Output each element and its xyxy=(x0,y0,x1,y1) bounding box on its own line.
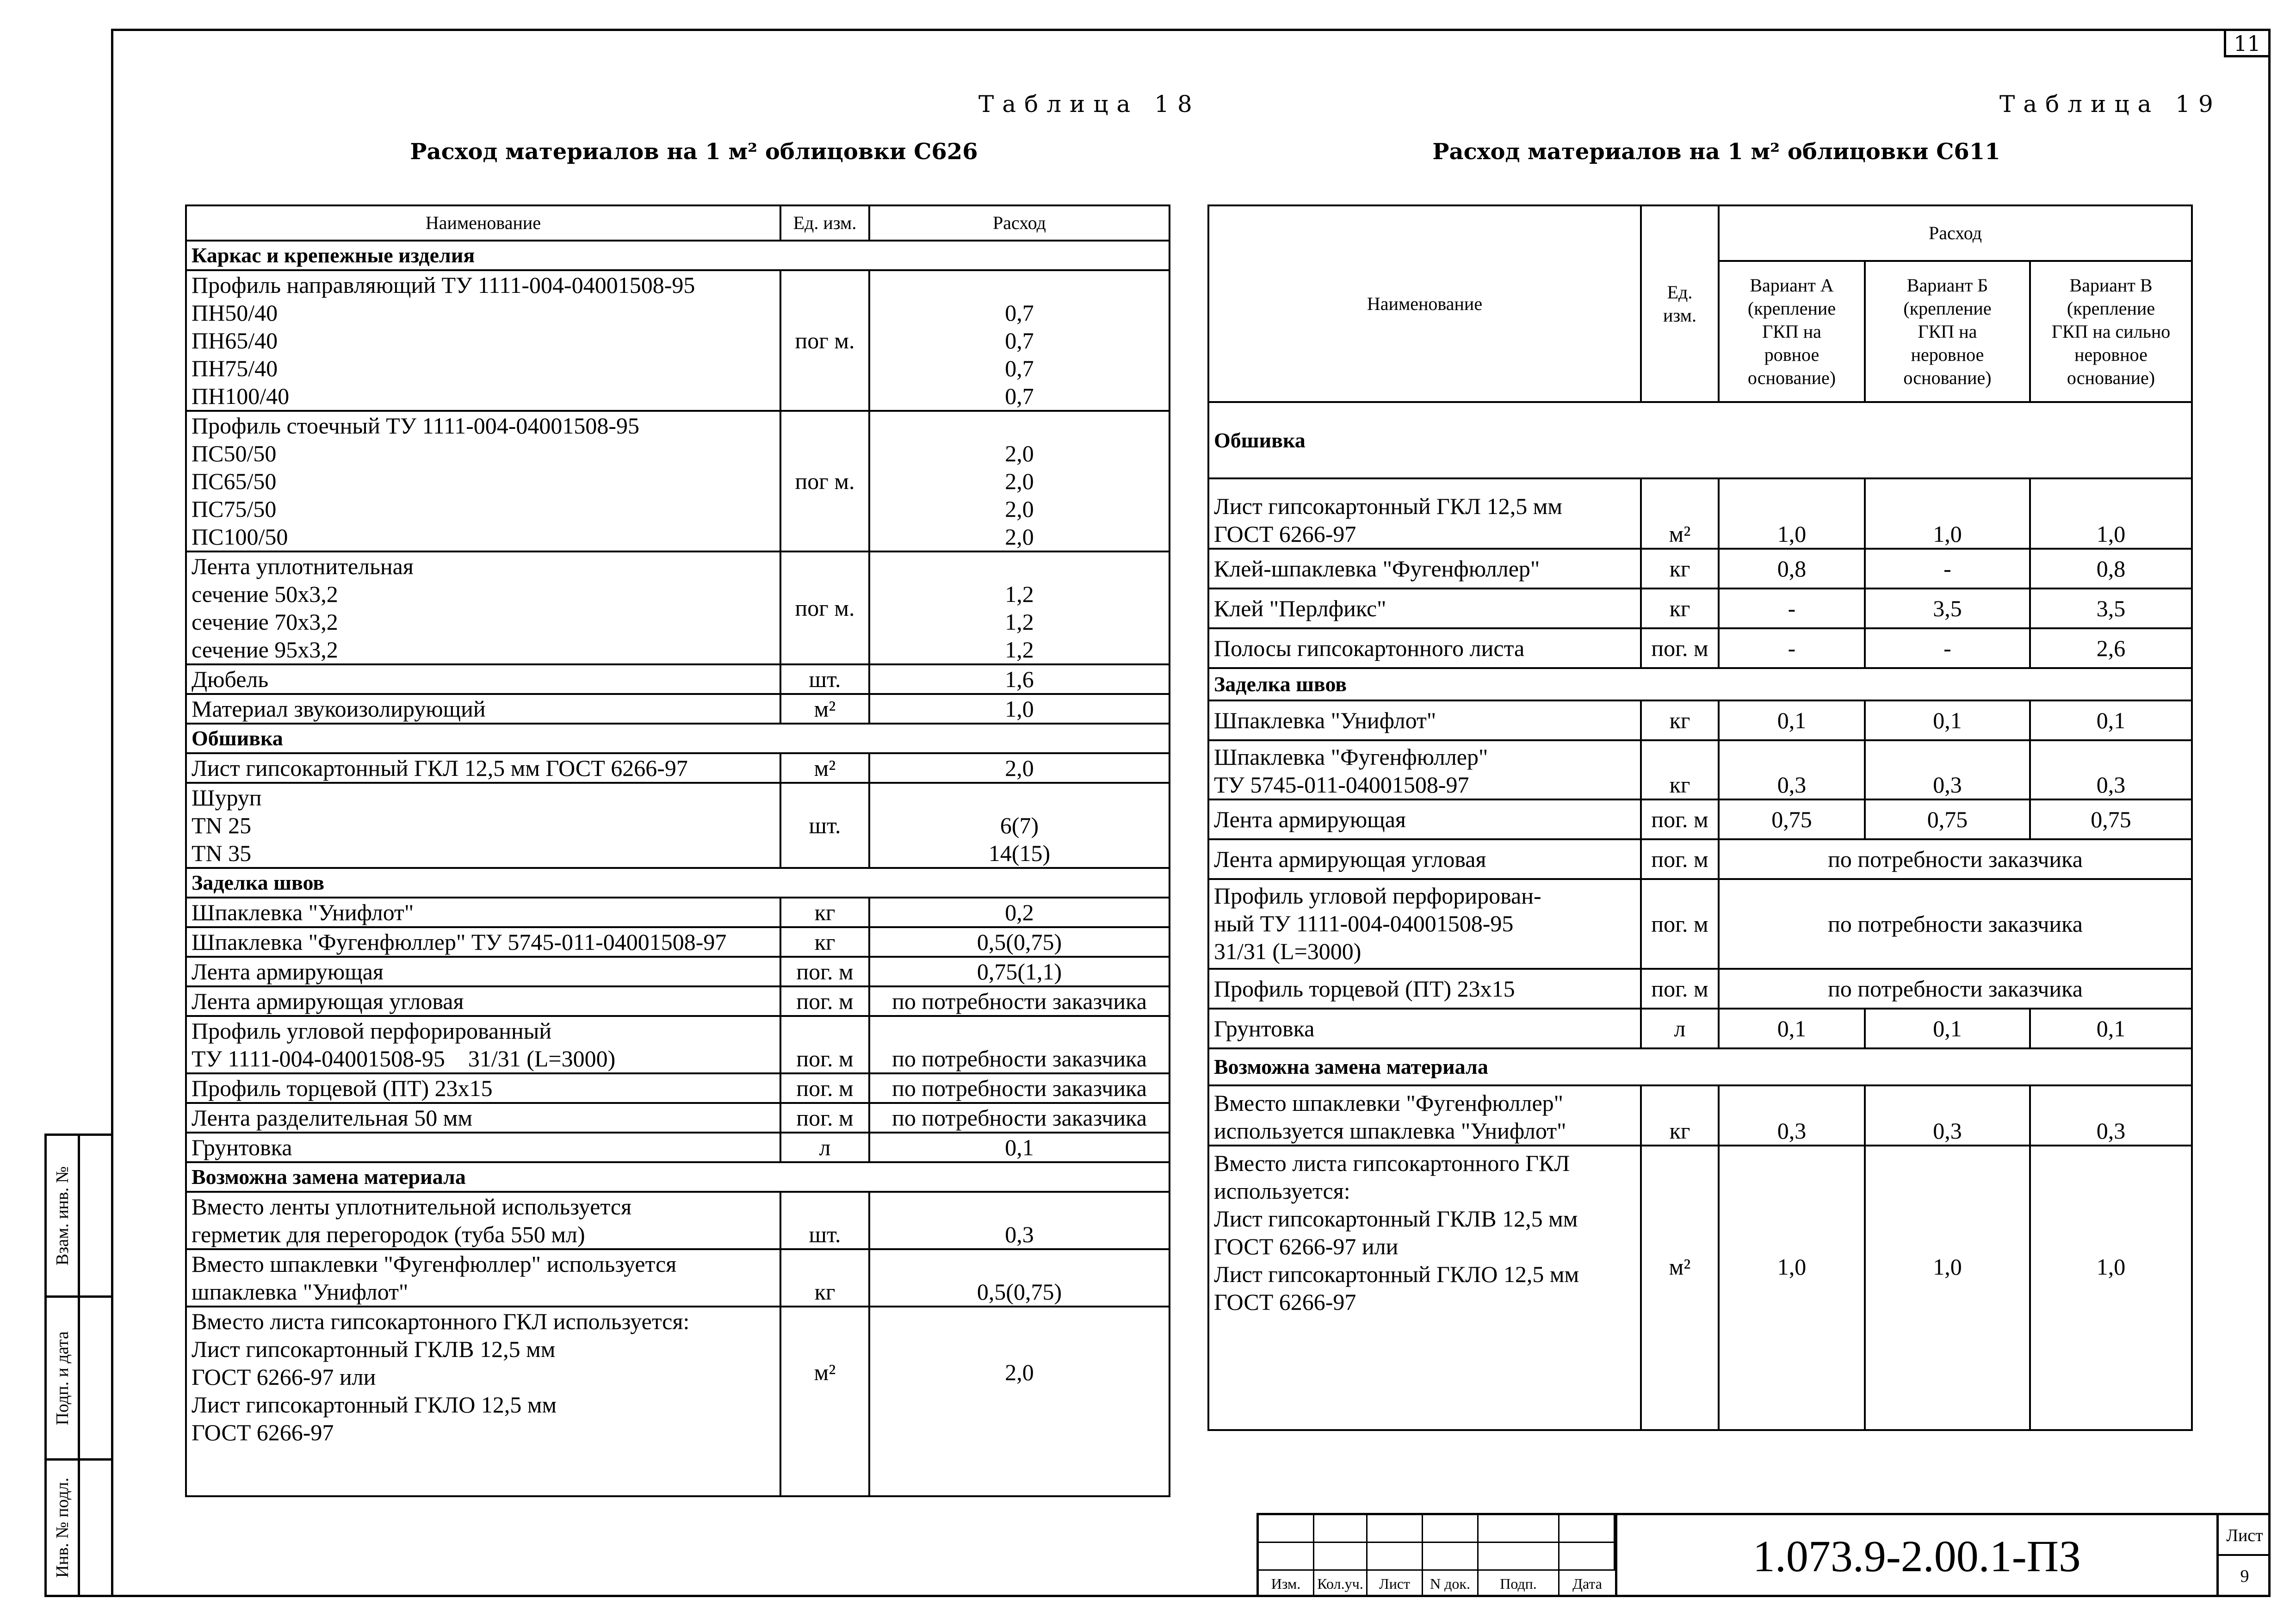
t19-r11-c: 0,1 xyxy=(2030,1009,2192,1048)
t18-r17-rate: 0,5(0,75) xyxy=(869,1249,1170,1307)
t19-r12-b: 0,3 xyxy=(1865,1085,2030,1146)
t19-r1-a: 1,0 xyxy=(1719,478,1865,549)
table-row xyxy=(186,1249,1170,1307)
t18-r17-unit: кг xyxy=(780,1249,869,1307)
t19-head-va: Вариант А (крепление ГКП на ровное основание) xyxy=(1719,261,1865,402)
t19-r13-unit: м² xyxy=(1641,1146,1719,1430)
t19-r12-unit: кг xyxy=(1641,1085,1719,1146)
sheet-box xyxy=(2216,1515,2271,1597)
table-row xyxy=(186,1073,1170,1103)
t19-r1-unit: м² xyxy=(1641,478,1719,549)
t19-r11-b: 0,1 xyxy=(1865,1009,2030,1048)
t19-r13-name: Вместо листа гипсокартонного ГКЛ используется: Лист гипсокартонный ГКЛВ 12,5 мм ГОСТ 6266-97 или Лист гипсокартонный ГКЛО 12,5 мм ГОСТ 6266-97 xyxy=(1208,1146,1641,1430)
rev-cell xyxy=(1368,1543,1423,1571)
t19-section-sheath: Обшивка xyxy=(1208,402,2192,478)
stamp-podp: Подп. xyxy=(1479,1571,1560,1597)
t18-r3-rate: 1,2 1,2 1,2 xyxy=(869,551,1170,664)
rev-cell xyxy=(1314,1543,1368,1571)
table-row xyxy=(186,1133,1170,1162)
t18-r17-name: Вместо шпаклевки "Фугенфюллер" используется шпаклевка "Унифлот" xyxy=(186,1249,780,1307)
table-18 xyxy=(185,204,1170,1497)
t18-r5-unit: м² xyxy=(780,694,869,724)
t19-r5-unit: кг xyxy=(1641,700,1719,740)
t19-r2-unit: кг xyxy=(1641,549,1719,588)
table-19 xyxy=(1207,204,2193,1431)
t19-r8-name: Лента армирующая угловая xyxy=(1208,839,1641,879)
table-row xyxy=(1208,879,2192,969)
rev-cell xyxy=(1423,1543,1479,1571)
t19-r12-c: 0,3 xyxy=(2030,1085,2192,1146)
table-row xyxy=(186,270,1170,411)
t18-r6-unit: м² xyxy=(780,753,869,783)
t19-r10-name: Профиль торцевой (ПТ) 23х15 xyxy=(1208,969,1641,1009)
table-row xyxy=(1208,588,2192,628)
t18-head-name: Наименование xyxy=(186,205,780,241)
side-stamp-inv xyxy=(44,1458,111,1597)
rev-cell xyxy=(1368,1515,1423,1543)
t18-r16-rate: 0,3 xyxy=(869,1192,1170,1249)
t18-r15-name: Грунтовка xyxy=(186,1133,780,1162)
t19-r11-unit: л xyxy=(1641,1009,1719,1048)
t18-r6-rate: 2,0 xyxy=(869,753,1170,783)
t18-r7-name: Шуруп TN 25 TN 35 xyxy=(186,783,780,868)
side-label-inv: Инв. № подл. xyxy=(52,1477,72,1578)
t19-r3-c: 3,5 xyxy=(2030,588,2192,628)
table-row xyxy=(1208,1146,2192,1430)
t19-r7-c: 0,75 xyxy=(2030,799,2192,839)
t18-r12-rate: по потребности заказчика xyxy=(869,1016,1170,1073)
t19-r11-a: 0,1 xyxy=(1719,1009,1865,1048)
t19-r3-name: Клей "Перлфикс" xyxy=(1208,588,1641,628)
t19-section-joints: Заделка швов xyxy=(1208,668,2192,700)
side-label-podp: Подп. и дата xyxy=(52,1331,72,1425)
t18-r4-name: Дюбель xyxy=(186,664,780,694)
t19-r3-b: 3,5 xyxy=(1865,588,2030,628)
document-code: 1.073.9-2.00.1-ПЗ xyxy=(1615,1515,2216,1597)
t18-r18-rate: 2,0 xyxy=(869,1307,1170,1496)
table-row xyxy=(1208,549,2192,588)
t18-r5-rate: 1,0 xyxy=(869,694,1170,724)
t19-r6-c: 0,3 xyxy=(2030,740,2192,799)
t18-r14-rate: по потребности заказчика xyxy=(869,1103,1170,1133)
t19-r9-name: Профиль угловой перфорирован- ный ТУ 1111-004-04001508-95 31/31 (L=3000) xyxy=(1208,879,1641,969)
rev-cell xyxy=(1423,1515,1479,1543)
t18-section-sheath: Обшивка xyxy=(186,724,1170,753)
rev-cell xyxy=(1560,1515,1615,1543)
t19-r4-name: Полосы гипсокартонного листа xyxy=(1208,628,1641,668)
t18-r1-name: Профиль направляющий ТУ 1111-004-04001508-95 ПН50/40 ПН65/40 ПН75/40 ПН100/40 xyxy=(186,270,780,411)
sheet-value: 9 xyxy=(2240,1567,2249,1586)
t18-r6-name: Лист гипсокартонный ГКЛ 12,5 мм ГОСТ 6266-97 xyxy=(186,753,780,783)
t18-section-frame: Каркас и крепежные изделия xyxy=(186,241,1170,270)
t18-head-unit: Ед. изм. xyxy=(780,205,869,241)
t19-r4-b: - xyxy=(1865,628,2030,668)
t18-r8-unit: кг xyxy=(780,898,869,927)
t18-r12-unit: пог. м xyxy=(780,1016,869,1073)
t18-r2-unit: пог м. xyxy=(780,411,869,551)
t19-head-vc: Вариант В (крепление ГКП на сильно неровное основание) xyxy=(2030,261,2192,402)
t19-r9-all: по потребности заказчика xyxy=(1719,879,2192,969)
t19-r8-all: по потребности заказчика xyxy=(1719,839,2192,879)
t18-caption: Таблица 18 xyxy=(978,91,1201,118)
t19-r7-b: 0,75 xyxy=(1865,799,2030,839)
table-row xyxy=(1208,478,2192,549)
t18-r3-name: Лента уплотнительная сечение 50х3,2 сечение 70х3,2 сечение 95х3,2 xyxy=(186,551,780,664)
t18-r11-unit: пог. м xyxy=(780,986,869,1016)
side-stamp-podp xyxy=(44,1295,111,1461)
t19-r5-name: Шпаклевка "Унифлот" xyxy=(1208,700,1641,740)
t19-r3-unit: кг xyxy=(1641,588,1719,628)
table-row xyxy=(1208,969,2192,1009)
t18-section-joints: Заделка швов xyxy=(186,868,1170,898)
t18-r13-unit: пог. м xyxy=(780,1073,869,1103)
t19-r5-b: 0,1 xyxy=(1865,700,2030,740)
rev-cell xyxy=(1479,1515,1560,1543)
stamp-list: Лист xyxy=(1368,1571,1423,1597)
t19-r4-unit: пог. м xyxy=(1641,628,1719,668)
t18-r8-name: Шпаклевка "Унифлот" xyxy=(186,898,780,927)
t18-r13-rate: по потребности заказчика xyxy=(869,1073,1170,1103)
table-row xyxy=(186,1307,1170,1496)
t19-section-replace: Возможна замена материала xyxy=(1208,1048,2192,1085)
stamp-ndok: N док. xyxy=(1423,1571,1479,1597)
t18-r8-rate: 0,2 xyxy=(869,898,1170,927)
t19-r6-b: 0,3 xyxy=(1865,740,2030,799)
sheet-label: Лист xyxy=(2219,1515,2271,1556)
t18-r18-name: Вместо листа гипсокартонного ГКЛ используется: Лист гипсокартонный ГКЛВ 12,5 мм ГОСТ 6266-97 или Лист гипсокартонный ГКЛО 12,5 мм ГОСТ 6266-97 xyxy=(186,1307,780,1496)
stamp-kolch: Кол.уч. xyxy=(1314,1571,1368,1597)
table-row xyxy=(1208,740,2192,799)
t19-r13-c: 1,0 xyxy=(2030,1146,2192,1430)
t18-r9-unit: кг xyxy=(780,927,869,957)
rev-cell xyxy=(1560,1543,1615,1571)
t19-r8-unit: пог. м xyxy=(1641,839,1719,879)
t18-r16-unit: шт. xyxy=(780,1192,869,1249)
t19-r4-a: - xyxy=(1719,628,1865,668)
t19-head-vb: Вариант Б (крепление ГКП на неровное основание) xyxy=(1865,261,2030,402)
table-row xyxy=(186,783,1170,868)
t18-title: Расход материалов на 1 м² облицовки С626 xyxy=(410,139,978,165)
t18-r16-name: Вместо ленты уплотнительной используется герметик для перегородок (туба 550 мл) xyxy=(186,1192,780,1249)
t19-head-rate: Расход xyxy=(1719,205,2192,261)
t18-r3-unit: пог м. xyxy=(780,551,869,664)
side-label-vzam: Взам. инв. № xyxy=(52,1166,72,1265)
table-row xyxy=(186,898,1170,927)
t19-r7-a: 0,75 xyxy=(1719,799,1865,839)
table-row xyxy=(1208,799,2192,839)
t19-r11-name: Грунтовка xyxy=(1208,1009,1641,1048)
t18-header-row xyxy=(186,205,1170,241)
t19-r6-a: 0,3 xyxy=(1719,740,1865,799)
table-row xyxy=(186,1103,1170,1133)
t18-r1-rate: 0,7 0,7 0,7 0,7 xyxy=(869,270,1170,411)
title-block xyxy=(1256,1513,2271,1597)
t18-r15-rate: 0,1 xyxy=(869,1133,1170,1162)
t19-r2-name: Клей-шпаклевка "Фугенфюллер" xyxy=(1208,549,1641,588)
t19-r2-a: 0,8 xyxy=(1719,549,1865,588)
t18-r2-rate: 2,0 2,0 2,0 2,0 xyxy=(869,411,1170,551)
t19-r10-all: по потребности заказчика xyxy=(1719,969,2192,1009)
t19-r10-unit: пог. м xyxy=(1641,969,1719,1009)
t18-r10-name: Лента армирующая xyxy=(186,957,780,986)
table-row xyxy=(1208,700,2192,740)
t19-header-row xyxy=(1208,205,2192,261)
t18-r2-name: Профиль стоечный ТУ 1111-004-04001508-95 ПС50/50 ПС65/50 ПС75/50 ПС100/50 xyxy=(186,411,780,551)
t19-r2-c: 0,8 xyxy=(2030,549,2192,588)
t18-section-replace: Возможна замена материала xyxy=(186,1162,1170,1192)
t19-r5-c: 0,1 xyxy=(2030,700,2192,740)
t18-r14-name: Лента разделительная 50 мм xyxy=(186,1103,780,1133)
t18-r5-name: Материал звукоизолирующий xyxy=(186,694,780,724)
t19-r7-unit: пог. м xyxy=(1641,799,1719,839)
rev-cell xyxy=(1479,1543,1560,1571)
t19-r1-b: 1,0 xyxy=(1865,478,2030,549)
t18-r14-unit: пог. м xyxy=(780,1103,869,1133)
t18-r7-rate: 6(7) 14(15) xyxy=(869,783,1170,868)
t18-r7-unit: шт. xyxy=(780,783,869,868)
table-row xyxy=(186,664,1170,694)
t19-r6-unit: кг xyxy=(1641,740,1719,799)
t19-r13-b: 1,0 xyxy=(1865,1146,2030,1430)
t19-r7-name: Лента армирующая xyxy=(1208,799,1641,839)
table-row xyxy=(186,551,1170,664)
t19-r2-b: - xyxy=(1865,549,2030,588)
rev-cell xyxy=(1314,1515,1368,1543)
table-row xyxy=(186,1192,1170,1249)
t18-r9-rate: 0,5(0,75) xyxy=(869,927,1170,957)
table-row xyxy=(186,753,1170,783)
t19-r13-a: 1,0 xyxy=(1719,1146,1865,1430)
table-row xyxy=(1208,1009,2192,1048)
t18-r9-name: Шпаклевка "Фугенфюллер" ТУ 5745-011-04001508-97 xyxy=(186,927,780,957)
table-row xyxy=(1208,839,2192,879)
t19-r12-name: Вместо шпаклевки "Фугенфюллер" используется шпаклевка "Унифлот" xyxy=(1208,1085,1641,1146)
table-row xyxy=(186,986,1170,1016)
t19-r5-a: 0,1 xyxy=(1719,700,1865,740)
t19-head-unit: Ед. изм. xyxy=(1641,205,1719,402)
t18-r12-name: Профиль угловой перфорированный ТУ 1111-004-04001508-95 31/31 (L=3000) xyxy=(186,1016,780,1073)
t19-r1-name: Лист гипсокартонный ГКЛ 12,5 мм ГОСТ 6266-97 xyxy=(1208,478,1641,549)
table-row xyxy=(186,411,1170,551)
t19-r4-c: 2,6 xyxy=(2030,628,2192,668)
table-row xyxy=(1208,1085,2192,1146)
side-stamp-vzam xyxy=(44,1134,111,1298)
sheet-number: 11 xyxy=(2224,29,2271,57)
t19-head-name: Наименование xyxy=(1208,205,1641,402)
t19-r12-a: 0,3 xyxy=(1719,1085,1865,1146)
t18-r15-unit: л xyxy=(780,1133,869,1162)
t19-r1-c: 1,0 xyxy=(2030,478,2192,549)
t18-head-rate: Расход xyxy=(869,205,1170,241)
t18-r10-unit: пог. м xyxy=(780,957,869,986)
t18-r4-unit: шт. xyxy=(780,664,869,694)
revision-grid xyxy=(1259,1515,1615,1597)
t18-r10-rate: 0,75(1,1) xyxy=(869,957,1170,986)
t19-r6-name: Шпаклевка "Фугенфюллер" ТУ 5745-011-04001508-97 xyxy=(1208,740,1641,799)
rev-cell xyxy=(1259,1543,1314,1571)
t19-caption: Таблица 19 xyxy=(1999,91,2222,118)
t19-title: Расход материалов на 1 м² облицовки С611 xyxy=(1432,139,2000,165)
t18-r18-unit: м² xyxy=(780,1307,869,1496)
t18-r1-unit: пог м. xyxy=(780,270,869,411)
t18-r13-name: Профиль торцевой (ПТ) 23х15 xyxy=(186,1073,780,1103)
t19-r9-unit: пог. м xyxy=(1641,879,1719,969)
stamp-izm: Изм. xyxy=(1259,1571,1314,1597)
table-row xyxy=(186,957,1170,986)
t18-r11-name: Лента армирующая угловая xyxy=(186,986,780,1016)
stamp-data: Дата xyxy=(1572,1575,1602,1592)
table-row xyxy=(186,1016,1170,1073)
t18-r4-rate: 1,6 xyxy=(869,664,1170,694)
table-row xyxy=(1208,628,2192,668)
t18-r11-rate: по потребности заказчика xyxy=(869,986,1170,1016)
rev-cell xyxy=(1259,1515,1314,1543)
table-row xyxy=(186,694,1170,724)
t19-r3-a: - xyxy=(1719,588,1865,628)
table-row xyxy=(186,927,1170,957)
